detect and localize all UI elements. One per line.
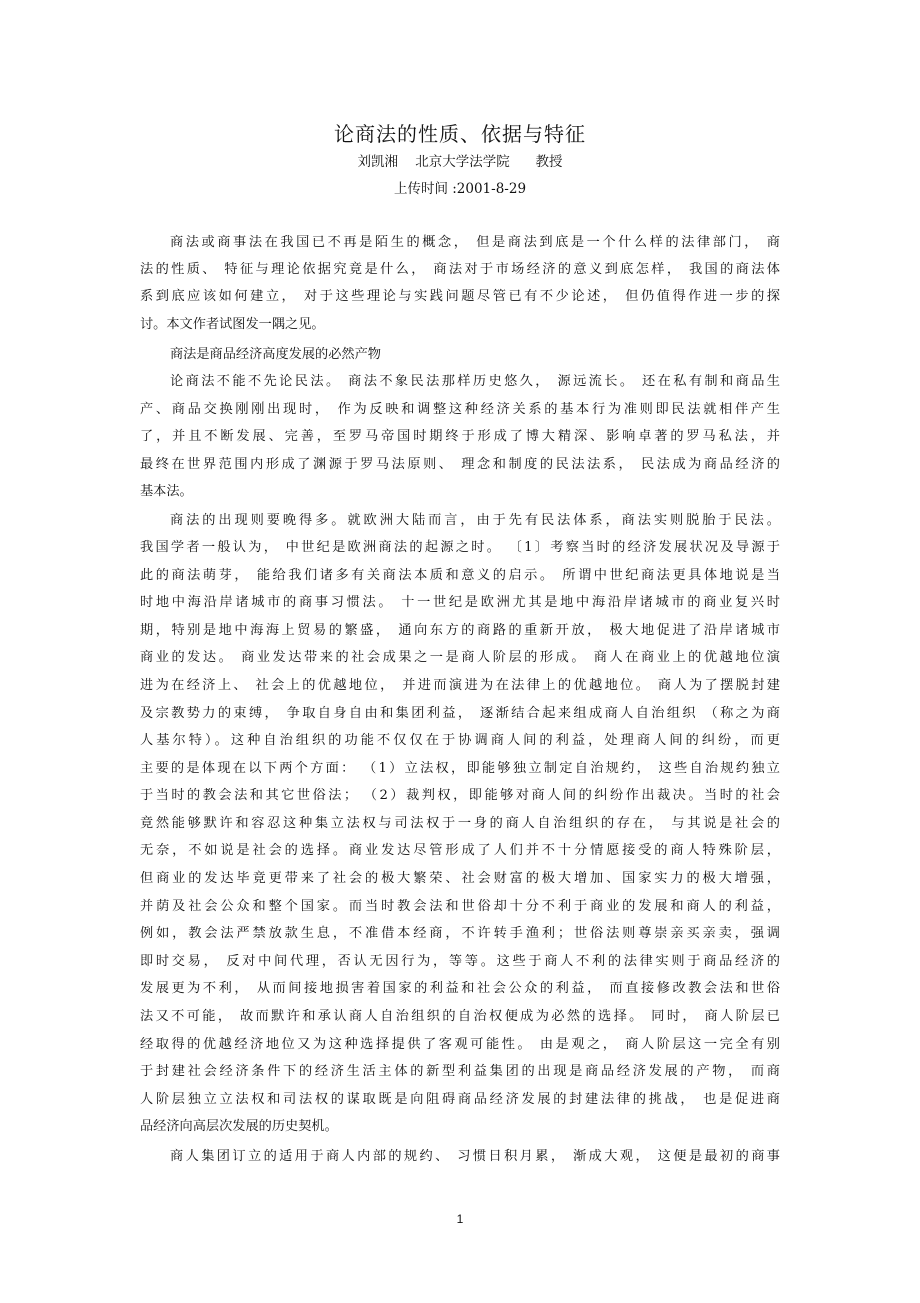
body-line: 例如，教会法严禁放款生息，不准借本经商，不许转手渔利；世俗法则尊崇亲买亲卖，强调 (140, 926, 780, 941)
body-line: 商法的出现则要晚得多。就欧洲大陆而言，由于先有民法体系，商法实则脱胎于民法。 (170, 513, 780, 528)
upload-time: 上传时间 :2001-8-29 (393, 181, 527, 197)
body-line: 产、商品交换刚刚出现时， 作为反映和调整这种经济关系的基本行为准则即民法就相伴产生 (140, 402, 780, 417)
body-line: 即时交易， 反对中间代理，否认无因行为，等等。这些于商人不利的法律实则于商品经济的 (140, 954, 780, 969)
body-line: 无奈，不如说是社会的选择。商业发达尽管形成了人们并不十分情愿接受的商人特殊阶层， (140, 843, 780, 858)
body-line: 商人集团订立的适用于商人内部的规约、 习惯日积月累， 渐成大观， 这便是最初的商事 (170, 1149, 780, 1164)
body-line: 进为在经济上、 社会上的优越地位， 并进而演进为在法律上的优越地位。 商人为了摆脱封建 (140, 678, 780, 693)
body-line: 基本法。 (140, 484, 193, 499)
body-line: 商业的发达。 商业发达带来的社会成果之一是商人阶层的形成。 商人在商业上的优越地位演 (140, 650, 780, 665)
body-line: 主要的是体现在以下两个方面： （1）立法权，即能够独立制定自治规约， 这些自治规约独立 (140, 761, 780, 776)
body-line: 但商业的发达毕竟更带来了社会的极大繁荣、社会财富的极大增加、国家实力的极大增强， (140, 871, 780, 886)
body-line: 人阶层独立立法权和司法权的谋取既是向阻碍商品经济发展的封建法律的挑战， 也是促进商 (140, 1092, 780, 1107)
body-line: 系到底应该如何建立， 对于这些理论与实践问题尽管已有不少论述， 但仍值得作进一步的探 (140, 289, 780, 304)
body-line: 于封建社会经济条件下的经济生活主体的新型利益集团的出现是商品经济发展的产物， 而商 (140, 1064, 780, 1079)
body-line: 期，特别是地中海海上贸易的繁盛， 通向东方的商路的重新开放， 极大地促进了沿岸诸城市 (140, 623, 780, 638)
body-line: 并荫及社会公众和整个国家。而当时教会法和世俗却十分不利于商业的发展和商人的利益， (140, 899, 780, 914)
body-line: 商法或商事法在我国已不再是陌生的概念， 但是商法到底是一个什么样的法律部门， 商 (170, 235, 780, 250)
section-heading: 商法是商品经济高度发展的必然产物 (170, 347, 381, 362)
body-line: 论商法不能不先论民法。 商法不象民法那样历史悠久， 源远流长。 还在私有制和商品生 (170, 374, 780, 389)
body-line: 我国学者一般认为， 中世纪是欧洲商法的起源之时。 〔1〕考察当时的经济发展状况及导源于 (140, 540, 780, 555)
author-byline: 刘凯湘 北京大学法学院 教授 (357, 154, 563, 170)
body-line: 品经济向高层次发展的历史契机。 (140, 1119, 338, 1134)
body-line: 经取得的优越经济地位又为这种选择提供了客观可能性。 由是观之， 商人阶层这一完全有别 (140, 1037, 780, 1052)
body-line: 讨。本文作者试图发一隅之见。 (140, 317, 325, 332)
body-line: 法又不可能， 故而默许和承认商人自治组织的自治权便成为必然的选择。 同时， 商人阶层已 (140, 1009, 780, 1024)
body-line: 于当时的教会法和其它世俗法； （2）裁判权，即能够对商人间的纠纷作出裁决。当时的社会 (140, 788, 780, 803)
body-line: 竟然能够默许和容忍这种集立法权与司法权于一身的商人自治组织的存在， 与其说是社会的 (140, 816, 780, 831)
body-line: 法的性质、 特征与理论依据究竟是什么， 商法对于市场经济的意义到底怎样， 我国的商法体 (140, 262, 780, 277)
page-number: 1 (456, 1212, 464, 1226)
body-line: 人基尔特）。这种自治组织的功能不仅仅在于协调商人间的利益，处理商人间的纠纷，而更 (140, 733, 780, 748)
body-line: 最终在世界范围内形成了渊源于罗马法原则、 理念和制度的民法法系， 民法成为商品经济的 (140, 457, 780, 472)
body-line: 此的商法萌芽， 能给我们诸多有关商法本质和意义的启示。 所谓中世纪商法更具体地说是当 (140, 568, 780, 583)
body-line: 及宗教势力的束缚， 争取自身自由和集团利益， 逐渐结合起来组成商人自治组织 （称之为商 (140, 706, 780, 721)
document-title: 论商法的性质、依据与特征 (334, 122, 586, 146)
body-line: 了，并且不断发展、完善，至罗马帝国时期终于形成了博大精深、影响卓著的罗马私法，并 (140, 429, 780, 444)
body-line: 时地中海沿岸诸城市的商事习惯法。 十一世纪是欧洲尤其是地中海沿岸诸城市的商业复兴时 (140, 595, 780, 610)
body-line: 发展更为不利， 从而间接地损害着国家的利益和社会公众的利益， 而直接修改教会法和世俗 (140, 981, 780, 996)
